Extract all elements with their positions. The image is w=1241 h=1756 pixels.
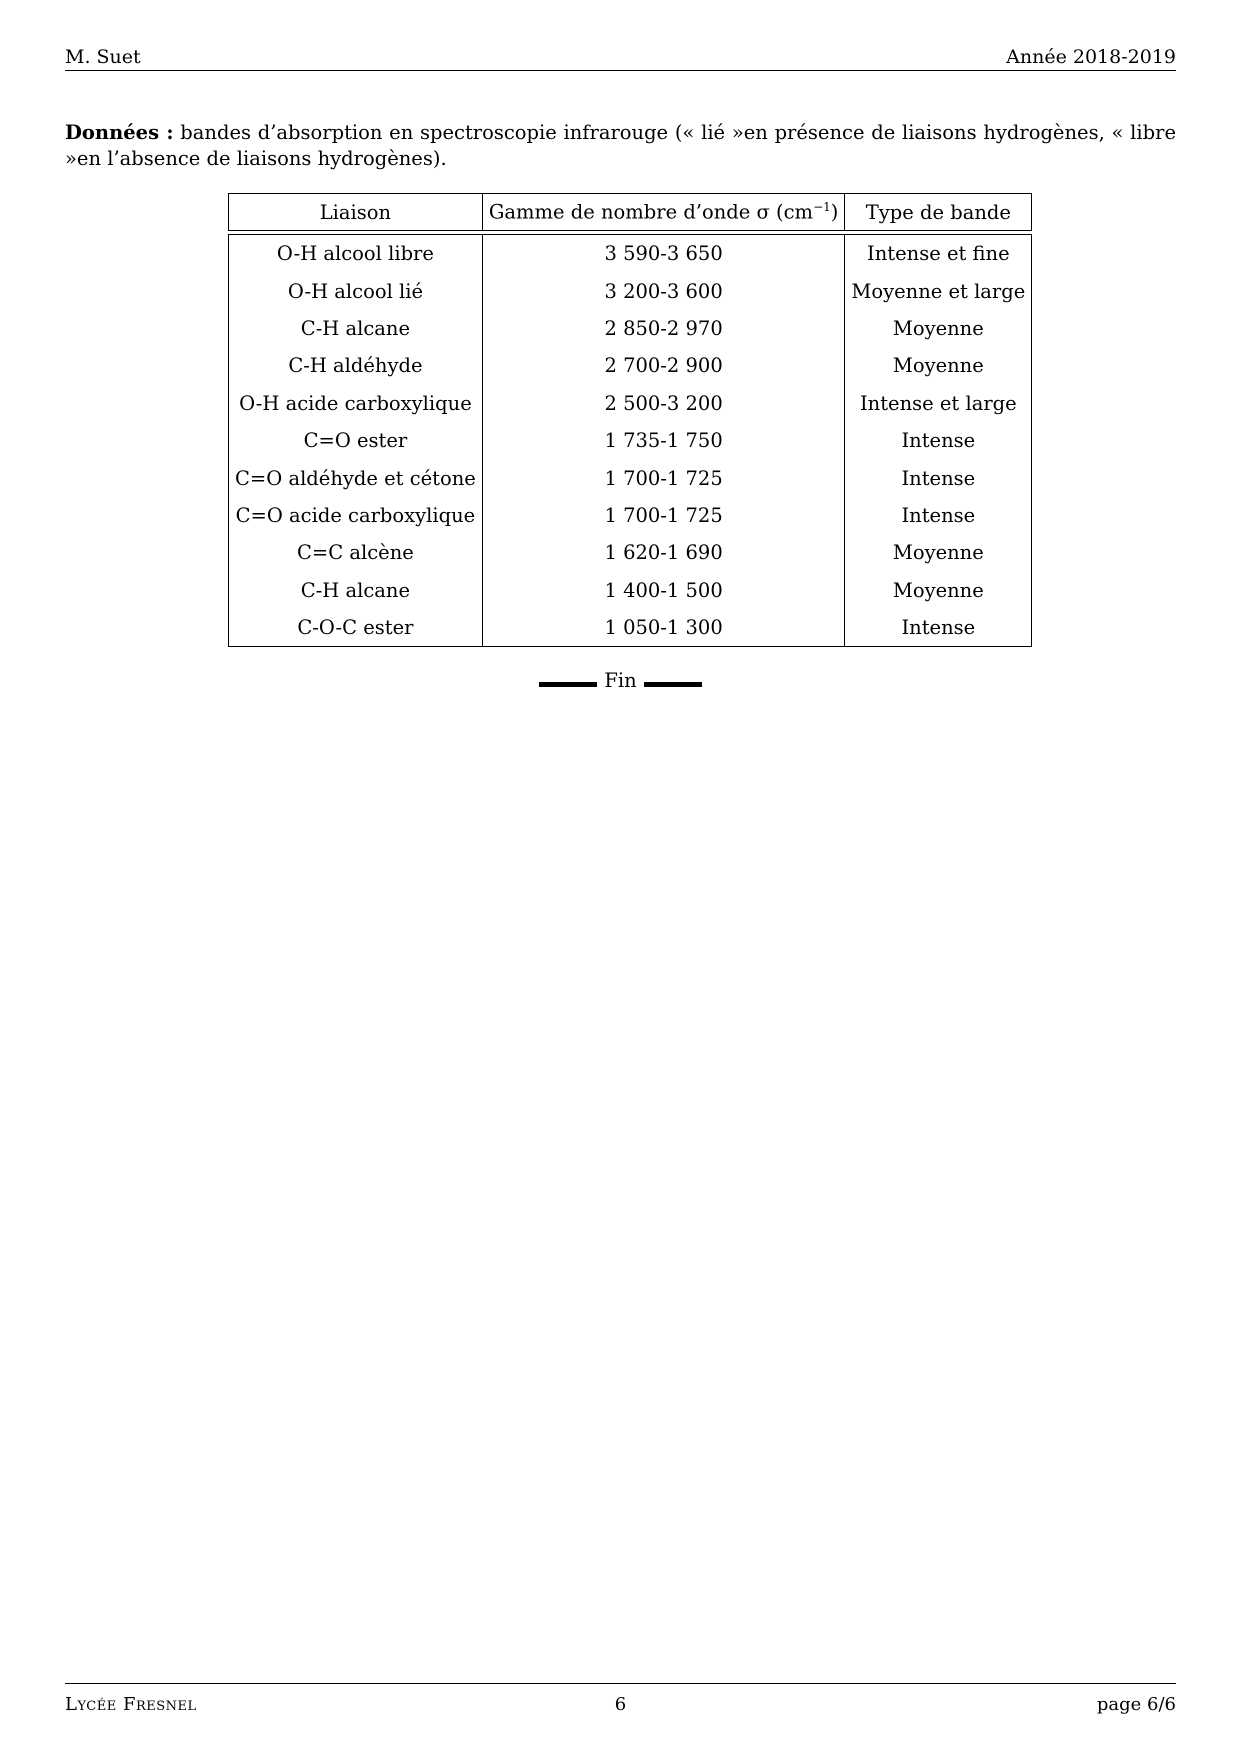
table-row — [229, 609, 1032, 647]
header-gamme — [482, 194, 845, 231]
cell-gamme: 1 400-1 500 — [482, 572, 845, 609]
cell-liaison: O-H alcool libre — [229, 235, 483, 273]
cell-type: Moyenne — [845, 572, 1032, 609]
table-row — [229, 497, 1032, 534]
cell-gamme: 1 050-1 300 — [482, 609, 845, 647]
cell-type: Intense et fine — [845, 235, 1032, 273]
table-header-row — [229, 194, 1032, 231]
cell-liaison: C-O-C ester — [229, 609, 483, 647]
table-row — [229, 534, 1032, 571]
page-header — [65, 44, 1176, 71]
cell-type: Intense — [845, 609, 1032, 647]
end-bar-left — [539, 682, 597, 687]
cell-gamme: 3 200-3 600 — [482, 272, 845, 309]
cell-gamme: 1 700-1 725 — [482, 459, 845, 496]
table-row — [229, 235, 1032, 273]
cell-gamme: 1 620-1 690 — [482, 534, 845, 571]
ir-absorption-table — [228, 193, 1032, 647]
cell-liaison: C-H aldéhyde — [229, 347, 483, 384]
end-marker — [538, 667, 703, 693]
cell-gamme: 3 590-3 650 — [482, 235, 845, 273]
table-body — [229, 235, 1032, 647]
header-gamme-text: Gamme de nombre d’onde σ (cm — [488, 200, 814, 224]
header-year: Année 2018-2019 — [1006, 46, 1176, 68]
cell-type: Intense — [845, 459, 1032, 496]
cell-type: Moyenne — [845, 347, 1032, 384]
cell-liaison: C=O acide carboxylique — [229, 497, 483, 534]
cell-liaison: C-H alcane — [229, 310, 483, 347]
cell-liaison: C=O ester — [229, 422, 483, 459]
intro-label: Données : — [65, 121, 174, 144]
page-footer — [65, 1683, 1176, 1714]
table-row — [229, 310, 1032, 347]
header-type: Type de bande — [845, 194, 1032, 231]
header-gamme-close: ) — [830, 200, 839, 224]
end-word: Fin — [604, 668, 637, 692]
cell-liaison: C=C alcène — [229, 534, 483, 571]
table-row — [229, 385, 1032, 422]
table-row — [229, 459, 1032, 496]
cell-gamme: 2 500-3 200 — [482, 385, 845, 422]
intro-text: bandes d’absorption en spectroscopie infrarouge (« lié »en présence de liaisons hydrogènes, « libre »en l’absence de liaisons hydrogènes). — [65, 121, 1176, 170]
table-row — [229, 272, 1032, 309]
cell-liaison: O-H alcool lié — [229, 272, 483, 309]
cell-gamme: 2 850-2 970 — [482, 310, 845, 347]
intro-paragraph — [65, 120, 1176, 172]
cell-gamme: 1 700-1 725 — [482, 497, 845, 534]
header-gamme-exponent: −1 — [813, 200, 831, 215]
cell-liaison: C=O aldéhyde et cétone — [229, 459, 483, 496]
cell-type: Moyenne et large — [845, 272, 1032, 309]
footer-page-number: 6 — [614, 1694, 627, 1715]
cell-type: Intense — [845, 422, 1032, 459]
header-author: M. Suet — [65, 46, 141, 68]
cell-liaison: C-H alcane — [229, 572, 483, 609]
table-row — [229, 572, 1032, 609]
table-row — [229, 347, 1032, 384]
cell-gamme: 1 735-1 750 — [482, 422, 845, 459]
footer-page-of: page 6/6 — [1096, 1694, 1176, 1715]
footer-school: Lycée Fresnel — [65, 1694, 197, 1715]
cell-gamme: 2 700-2 900 — [482, 347, 845, 384]
table-row — [229, 422, 1032, 459]
cell-type: Intense — [845, 497, 1032, 534]
end-bar-right — [644, 682, 702, 687]
cell-type: Moyenne — [845, 534, 1032, 571]
header-liaison: Liaison — [229, 194, 483, 231]
cell-liaison: O-H acide carboxylique — [229, 385, 483, 422]
cell-type: Moyenne — [845, 310, 1032, 347]
cell-type: Intense et large — [845, 385, 1032, 422]
